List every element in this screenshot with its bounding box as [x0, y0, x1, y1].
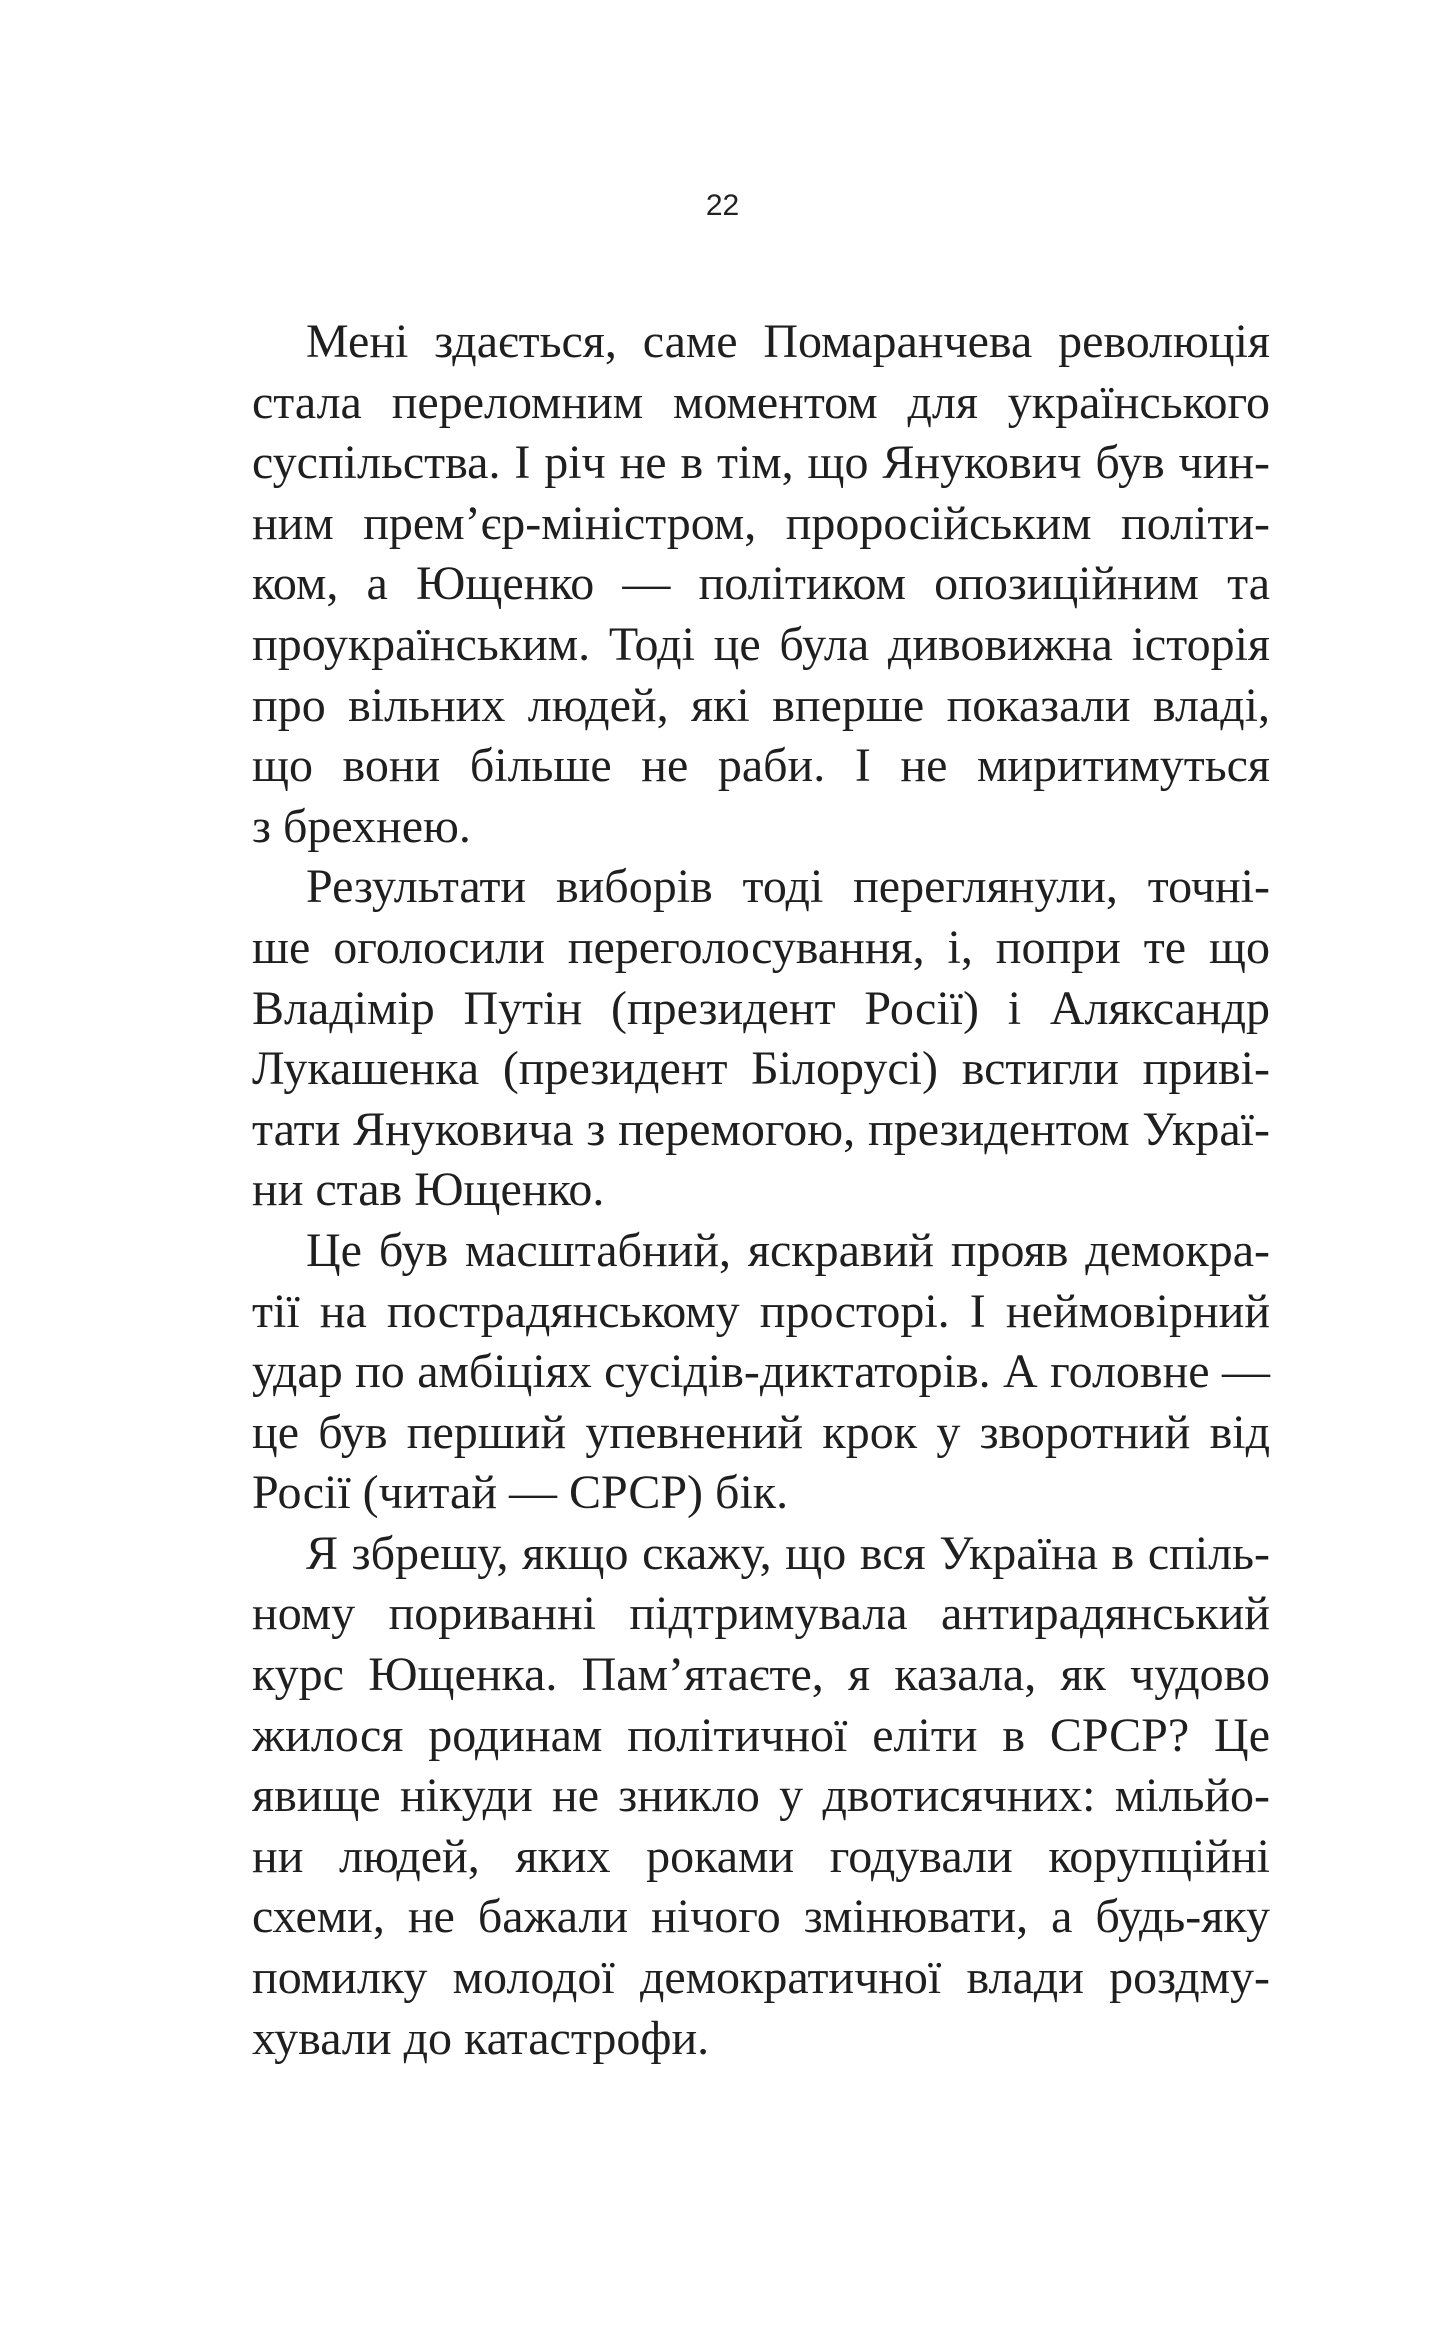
body-text [252, 312, 1270, 2069]
text-line: ному пориванні підтримувала антирадянський [252, 1587, 1270, 1641]
text-line: жилося родинам політичної еліти в СРСР? Це [252, 1708, 1270, 1762]
text-line: Мені здається, саме Помаранчева революція [306, 315, 1270, 368]
text-line: ним прем’єр-міністром, проросійським політи- [252, 496, 1270, 550]
text-line: ком, а Ющенко — політиком опозиційним та [252, 557, 1270, 611]
text-line: це був перший упевнений крок у зворотний від [252, 1405, 1270, 1459]
text-line: Росії (читай — СРСР) бік. [252, 1466, 789, 1520]
text-line: суспільства. І річ не в тім, що Янукович був чин- [252, 436, 1270, 490]
text-line: хували до катастрофи. [252, 2011, 710, 2065]
text-line: Результати виборів тоді переглянули, точні- [306, 860, 1270, 914]
text-line: Я збрешу, якщо скажу, що вся Україна в спіль- [306, 1526, 1270, 1580]
text-line: удар по амбіціях сусідів-диктаторів. А головне — [252, 1345, 1270, 1399]
text-line: Владімір Путін (президент Росії) і Аляксандр [252, 981, 1270, 1035]
text-line: що вони більше не раби. І не миритимуться [252, 739, 1270, 793]
text-line: проукраїнським. Тоді це була дивовижна історія [252, 617, 1270, 671]
page-number: 22 [705, 189, 740, 222]
text-line: тати Януковича з перемогою, президентом Украї- [252, 1102, 1270, 1156]
text-line: помилку молодої демократичної влади роздму- [252, 1951, 1270, 2005]
text-line: Це був масштабний, яскравий прояв демокра- [306, 1223, 1270, 1277]
text-line: з брехнею. [252, 799, 471, 853]
text-line: схеми, не бажали нічого змінювати, а будь-яку [252, 1890, 1270, 1944]
text-line: стала переломним моментом для українського [252, 375, 1270, 429]
text-line: ни став Ющенко. [252, 1163, 605, 1217]
text-line: про вільних людей, які вперше показали владі, [252, 678, 1270, 732]
text-line: ни людей, яких роками годували корупційні [252, 1829, 1270, 1883]
text-line: Лукашенка (президент Білорусі) встигли приві- [252, 1042, 1270, 1096]
text-line: ше оголосили переголосування, і, попри те що [252, 920, 1270, 974]
text-line: тії на пострадянському просторі. І неймовірний [252, 1284, 1270, 1338]
text-line: явище нікуди не зникло у двотисячних: мільйо- [252, 1769, 1270, 1823]
text-line: курс Ющенка. Пам’ятаєте, я казала, як чудово [252, 1648, 1270, 1702]
